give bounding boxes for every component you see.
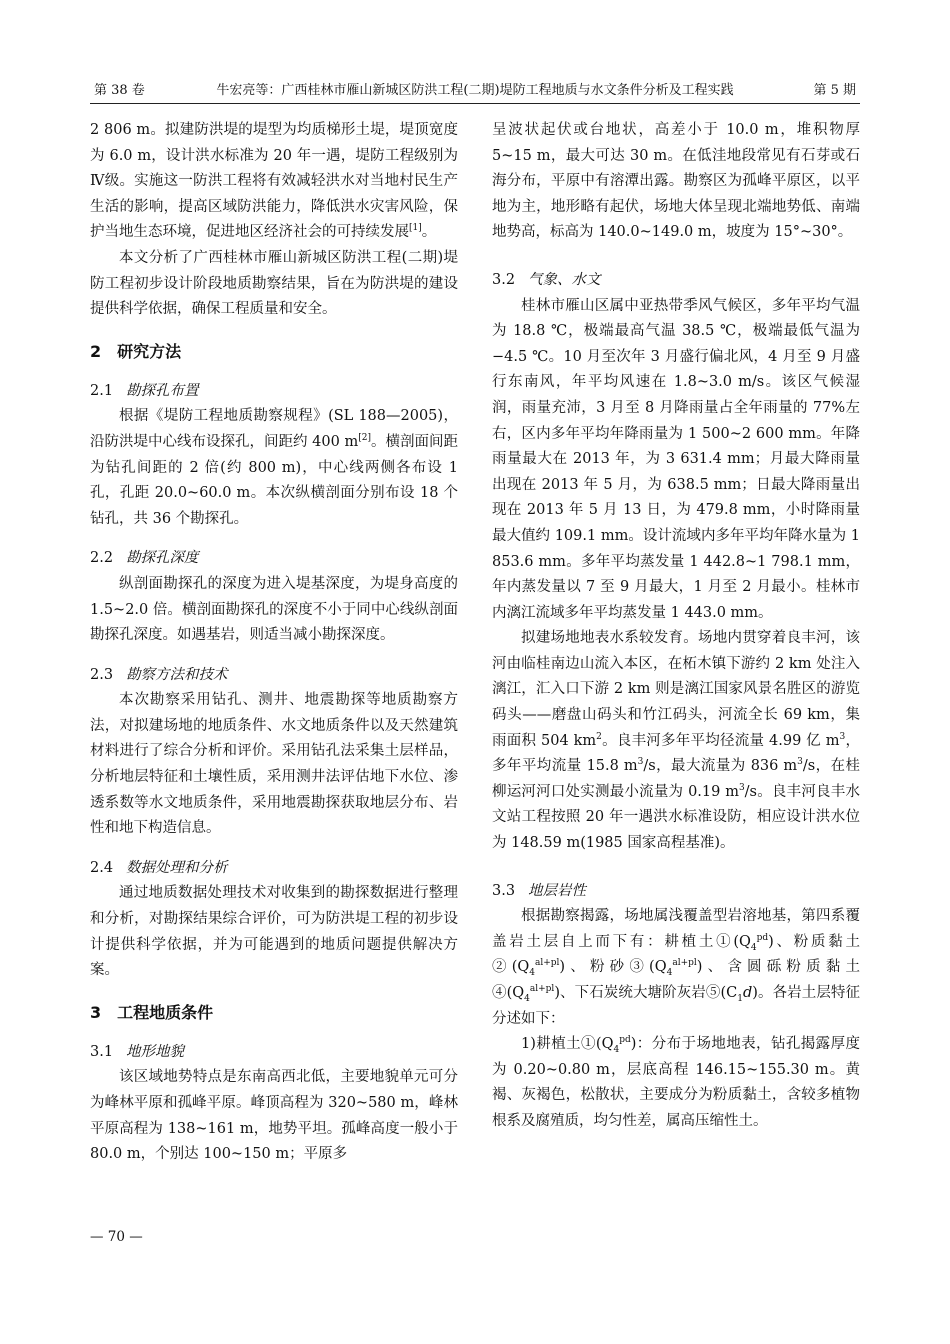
right-column: [492, 118, 860, 1135]
section-2-4-heading: 2.4 数据处理和分析: [90, 859, 228, 876]
intro-paragraph-2: 本文分析了广西桂林市雁山新城区防洪工程(二期)堤防工程初步设计阶段地质勘察结果，旨在为防洪堤的建设提供科学依据，确保工程质量和安全。: [90, 249, 458, 318]
section-3-heading: 3 工程地质条件: [90, 1002, 214, 1022]
running-title: 牛宏亮等：广西桂林市雁山新城区防洪工程(二期)堤防工程地质与水文条件分析及工程实践: [216, 83, 734, 98]
section-2-heading: 2 研究方法: [90, 341, 182, 361]
intro-paragraph-1: 2 806 m。拟建防洪堤的堤型为均质梯形土堤，堤顶宽度为 6.0 m，设计洪水标准为 20 年一遇，堤防工程级别为Ⅳ级。实施这一防洪工程将有效减轻洪水对当地村民生产生活的影响，提高区域防洪能力，降低洪水灾害风险，保护当地生态环境，促进地区经济社会的可持续发展[1]。: [90, 122, 458, 241]
citation-1: [1]: [409, 223, 422, 234]
section-3-2-paragraph-2: 拟建场地地表水系较发育。场地内贯穿着良丰河，该河由临桂南边山流入本区，在柘木镇下游约 2 km 处注入漓江，汇入口下游 2 km 则是漓江国家风景名胜区的游览码头——磨盘山码头和竹江码头，河流全长 69 km，集雨面积 504 $km^2$。良丰河多年平均径流量 4.99 亿 $m^3$，多年平均流量 15.8 $m^3/s$，最大流量为 836 $m^3/s$，在桂柳运河河口处实测最小流量为 0.19 $m^3/s$。良丰河良丰水文站工程按照 20 年一遇洪水标准设防，相应设计洪水位为 148.59 m(1985 国家高程基准)。: [492, 630, 861, 852]
section-2-2-heading: 2.2 勘探孔深度: [90, 550, 199, 567]
citation-2: [2]: [358, 433, 371, 444]
section-3-1-text: 该区域地势特点是东南高西北低，主要地貌单元可分为峰林平原和孤峰平原。峰顶高程为 320~580 m，峰林平原高程为 138~161 m，地势平坦。孤峰高度一般小于 80.0 m，个别达 100~150 m；平原多: [90, 1069, 458, 1163]
volume-label: 第 38 卷: [94, 83, 145, 98]
section-2-1-heading: 2.1 勘探孔布置: [90, 382, 199, 399]
running-header: [90, 80, 860, 102]
section-3-1-continued: 呈波状起伏或台地状，高差小于 10.0 m，堆积物厚 5~15 m，最大可达 30 m。在低洼地段常见有石芽或石海分布，平原中有溶潭出露。勘察区为孤峰平原区，以平地为主，地形略有起伏，场地大体呈现北端地势低、南端地势高，标高为 140.0~149.0 m，坡度为 15°~30°。: [492, 122, 860, 241]
section-2-3-heading: 2.3 勘察方法和技术: [90, 666, 228, 683]
section-3-1-heading: 3.1 地形地貌: [90, 1043, 184, 1060]
header-divider: [90, 103, 860, 104]
page-number: — 70 —: [90, 1229, 143, 1245]
section-2-2-text: 纵剖面勘探孔的深度为进入堤基深度，为堤身高度的 1.5~2.0 倍。横剖面勘探孔的深度不小于同中心线纵剖面勘探孔深度。如遇基岩，则适当减小勘探深度。: [90, 575, 458, 644]
section-2-4-text: 通过地质数据处理技术对收集到的勘探数据进行整理和分析，对勘探结果综合评价，可为防洪堤工程的初步设计提供科学依据，并为可能遇到的地质问题提供解决方案。: [90, 885, 458, 979]
section-2-3-text: 本次勘察采用钻孔、测井、地震勘探等地质勘察方法，对拟建场地的地质条件、水文地质条件以及天然建筑材料进行了综合分析和评价。采用钻孔法采集土层样品，分析地层特征和土壤性质，采用测井法评估地下水位、渗透系数等水文地质条件，采用地震勘探获取地层分布、岩性和地下构造信息。: [90, 692, 458, 837]
section-2-1-text: 根据《堤防工程地质勘察规程》(SL 188—2005)，沿防洪堤中心线布设探孔，间距约 400 m[2]。横剖面间距为钻孔间距的 2 倍(约 800 m)，中心线两侧各布设 1 孔，孔距 20.0~60.0 m。本次纵横剖面分别布设 18 个钻孔，共 36 个勘探孔。: [90, 408, 458, 527]
left-column: [90, 118, 458, 1168]
issue-label: 第 5 期: [813, 83, 856, 98]
section-3-2-paragraph-1: 桂林市雁山区属中亚热带季风气候区，多年平均气温为 18.8 ℃，极端最高气温 38.5 ℃，极端最低气温为−4.5 ℃。10 月至次年 3 月盛行偏北风，4 月至 9 月盛行东南风，年平均风速在 1.8~3.0 m/s。该区气候湿润，雨量充沛，3 月至 8 月降雨量占全年雨量的 77%左右，区内多年平均年降雨量为 1 500~2 600 mm。年降雨量最大在 2013 年，为 3 631.4 mm；月最大降雨量出现在 2013 年 5 月，为 638.5 mm；日最大降雨量出现在 2013 年 5 月 13 日，为 479.8 mm，小时降雨量最大值约 109.1 mm。设计流域内多年平均年降水量为 1 853.6 mm。多年平均蒸发量 1 442.8~1 798.1 mm，年内蒸发量以 7 至 9 月最大，1 月至 2 月最小。桂林市内漓江流域多年平均蒸发量 1 443.0 mm。: [492, 297, 860, 621]
section-3-3-text: 根据勘察揭露，场地属浅覆盖型岩溶地基，第四系覆盖岩土层自上而下有：耕植土$①(Q_4^{pd})$、粉质黏土$②(Q_4^{al+pl})$、粉砂$③(Q_4^{al+pl})$、含圆砾粉质黏土$④(Q_4^{al+pl})$、下石炭统大塘阶灰岩$⑤(C_1d)$。各岩土层特征分述如下：: [492, 908, 861, 1027]
stratum-item-1: 1)耕植土$①(Q_4^{pd})$：分布于场地地表，钻孔揭露厚度为 0.20~0.80 m，层底高程 146.15~155.30 m。黄褐、灰褐色，松散状，主要成分为粉质黏土，含较多植物根系及腐殖质，均匀性差，属高压缩性土。: [492, 1035, 860, 1129]
section-3-2-heading: 3.2 气象、水文: [492, 271, 601, 288]
section-3-3-heading: 3.3 地层岩性: [492, 882, 586, 899]
